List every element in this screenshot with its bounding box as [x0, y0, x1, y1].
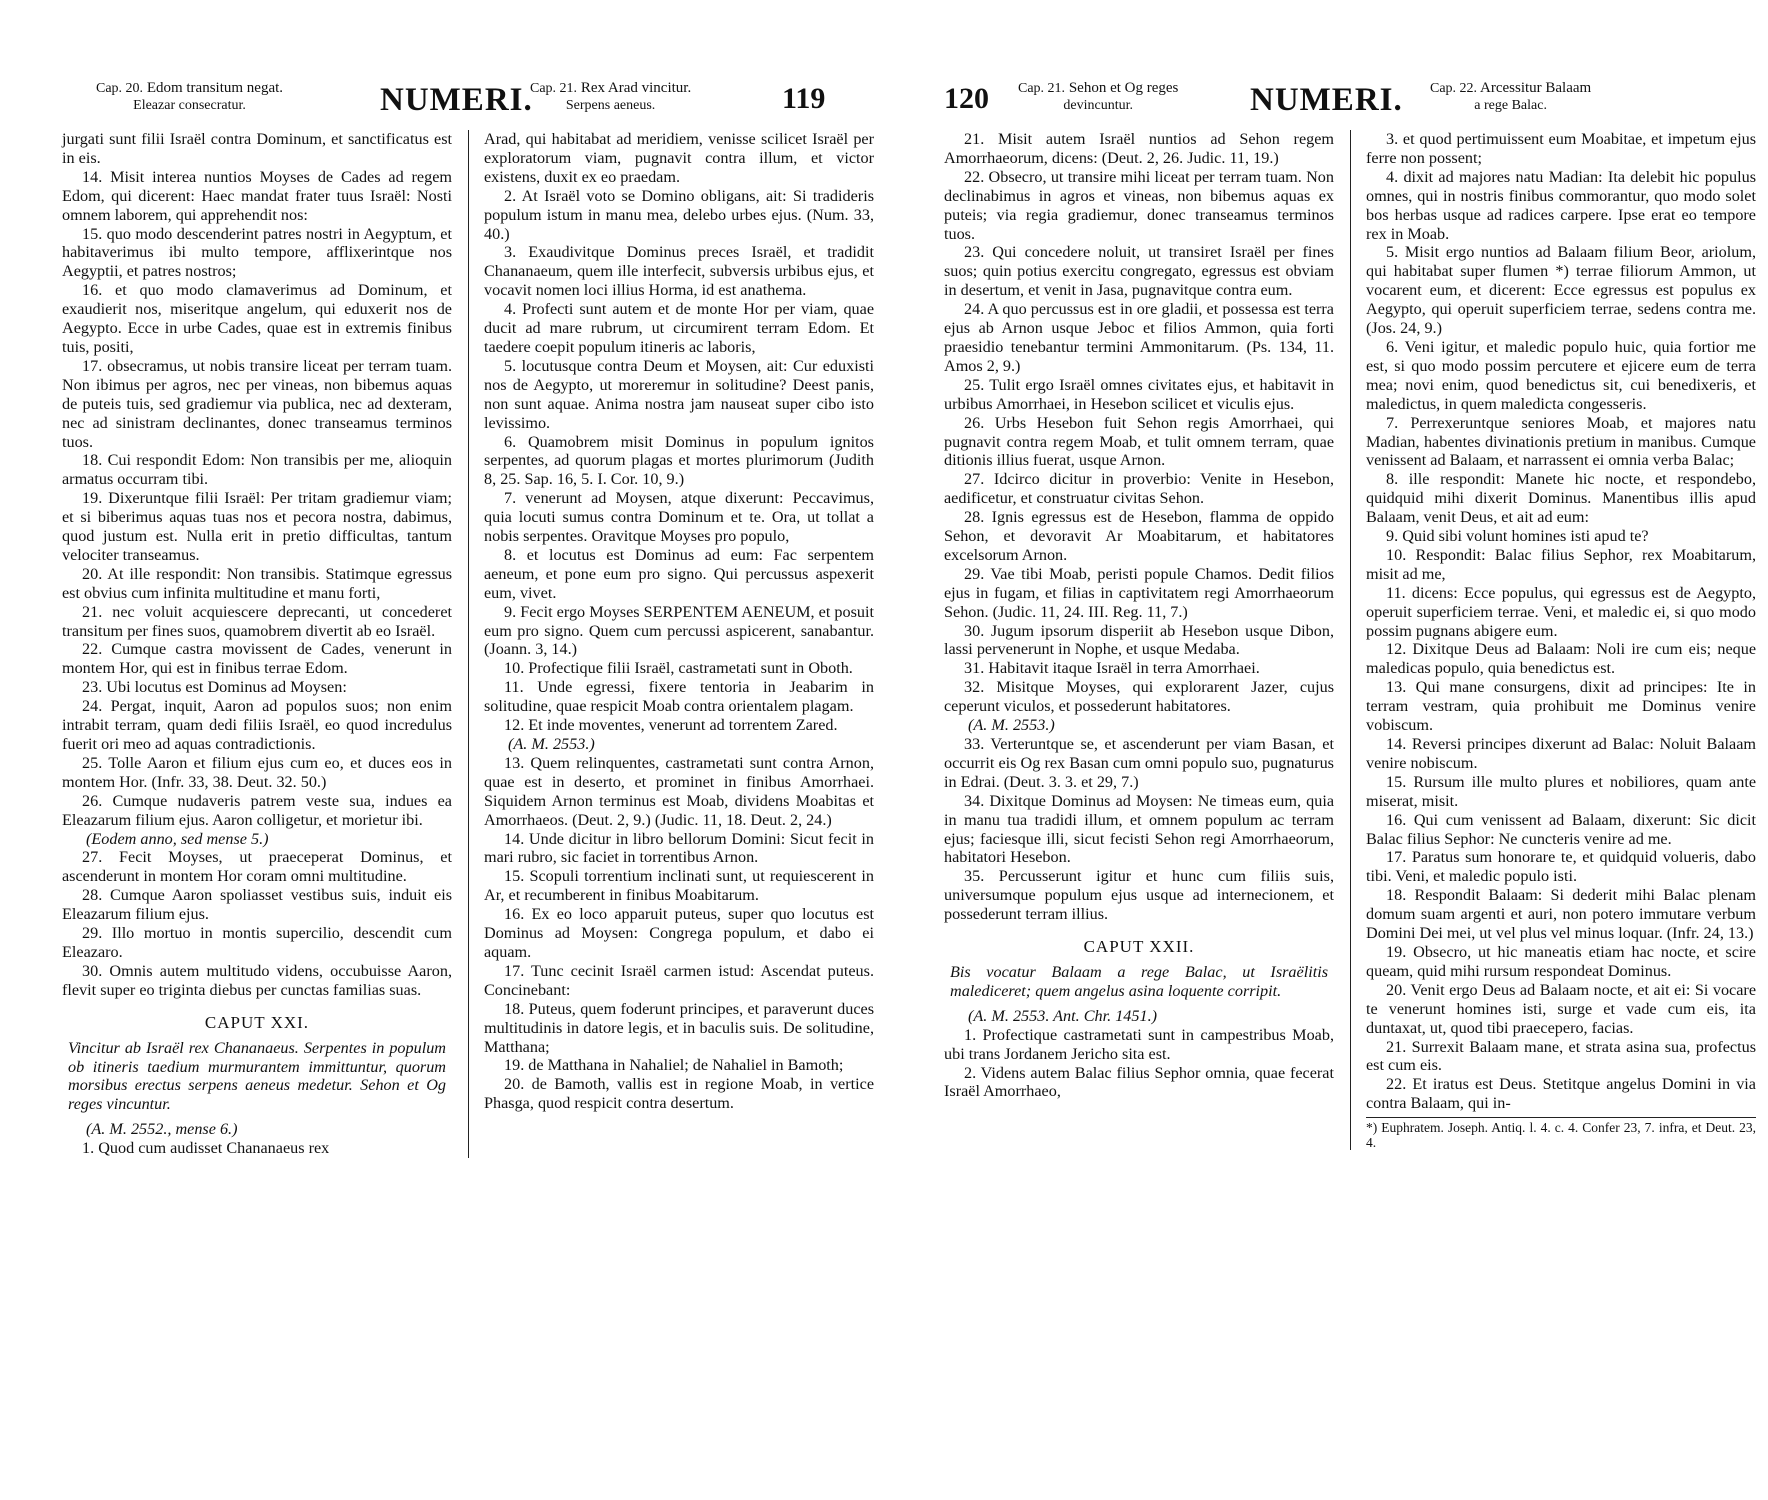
verse: 15. Rursum ille multo plures et nobiliores, quam ante miserat, misit. [1366, 772, 1756, 810]
verse: 24. A quo percussus est in ore gladii, et possessa est terra ejus ab Arnon usque Jeboc et filios Ammon, quia forti praesidio tenebantur termini Ammonitarum. (Ps. 134, 11. Amos 2, 9.) [944, 300, 1334, 375]
verse: 9. Quid sibi volunt homines isti apud te? [1386, 527, 1649, 546]
verse: 29. Vae tibi Moab, peristi popule Chamos. Dedit filios ejus in fugam, et filias in captivitatem regi Amorrhaeorum Sehon. (Judic. 11, 24. III. Reg. 11, 7.) [944, 564, 1334, 621]
chapter-label: Cap. 21. [530, 81, 578, 96]
verse: 20. At ille respondit: Non transibis. Statimque egressus est obvius cum infinita multitudine et manu forti, [62, 564, 452, 602]
verse: 10. Respondit: Balac filius Sephor, rex Moabitarum, misit ad me, [1366, 545, 1756, 583]
verse: 5. locutusque contra Deum et Moysen, ait: Cur eduxisti nos de Aegypto, ut moreremur in solitudine? Deest panis, non sunt aquae. Anima nostra jam nauseat super cibo isto levissimo. [484, 356, 874, 432]
verse: 19. Obsecro, ut hic maneatis etiam hac nocte, et scire queam, quid mihi rursum respondeat Dominus. [1366, 942, 1756, 980]
chapter-heading: CAPUT XXII. [1083, 937, 1195, 957]
column-left [944, 130, 1334, 1150]
header-topic: Rex Arad vincitur. [580, 80, 692, 96]
chronology-note: (A. M. 2553. Ant. Chr. 1451.) [968, 1006, 1158, 1025]
footnote: *) Euphratem. Joseph. Antiq. l. 4. c. 4. Confer 23, 7. infra, et Deut. 23, 4. [1366, 1117, 1756, 1150]
verse: jurgati sunt filii Israël contra Dominum, et sanctificatus est in eis. [62, 130, 452, 167]
verse: 17. Tunc cecinit Israël carmen istud: Ascendat puteus. Concinebant: [484, 961, 874, 999]
verse: 15. Scopuli torrentium inclinati sunt, ut requiescerent in Ar, et recumberent in finibus Moabitarum. [484, 867, 874, 905]
verse: 25. Tulit ergo Israël omnes civitates ejus, et habitavit in urbibus Amorrhaei, in Hesebon scilicet et viculis ejus. [944, 375, 1334, 413]
chronology-note: (A. M. 2552., mense 6.) [86, 1120, 238, 1139]
verse: 28. Cumque Aaron spoliasset vestibus suis, induit eis Eleazarum filium ejus. [62, 886, 452, 924]
verse: 6. Quamobrem misit Dominus in populum ignitos serpentes, ad quorum plagas et mortes plurimorum (Judith 8, 25. Sap. 16, 5. I. Cor. 10, 9.) [484, 432, 874, 489]
header-topic: Arcessitur Balaam [1480, 80, 1592, 96]
verse: 2. At Israël voto se Domino obligans, ait: Si tradideris populum istum in manu mea, delebo urbes ejus. (Num. 33, 40.) [484, 186, 874, 243]
verse: 35. Percusserunt igitur et hunc cum filiis suis, universumque populum ejus usque ad internecionem, et possederunt terram illius. [944, 867, 1334, 924]
verse: 30. Omnis autem multitudo videns, occubuisse Aaron, flevit super eo triginta diebus per cunctas familias suas. [62, 961, 452, 999]
verse: 20. de Bamoth, vallis est in regione Moab, in vertice Phasga, quod respicit contra desertum. [484, 1075, 874, 1113]
verse: 2. Videns autem Balac filius Sephor omnia, quae fecerat Israël Amorrhaeo, [944, 1063, 1334, 1101]
header-left-note [1018, 80, 1178, 114]
verse: 20. Venit ergo Deus ad Balaam nocte, et ait ei: Si vocare te venerunt homines isti, surge et vade cum eis, ita duntaxat, ut, quod tibi praecepero, facias. [1366, 980, 1756, 1037]
verse: 30. Jugum ipsorum disperiit ab Hesebon usque Dibon, lassi pervenerunt in Nophe, et usque Medaba. [944, 621, 1334, 659]
verse: 7. venerunt ad Moysen, atque dixerunt: Peccavimus, quia locuti sumus contra Dominum et te. Ora, ut tollat a nobis serpentes. Oravitque Moyses pro populo, [484, 489, 874, 546]
verse: Arad, qui habitabat ad meridiem, venisse scilicet Israël per exploratorum viam, pugnavit contra illum, et victor existens, duxit ex eo praedam. [484, 130, 874, 186]
verse: 8. et locutus est Dominus ad eum: Fac serpentem aeneum, et pone eum pro signo. Qui percussus aspexerit eum, vivet. [484, 545, 874, 602]
verse: 23. Ubi locutus est Dominus ad Moysen: [82, 678, 347, 697]
verse: 14. Reversi principes dixerunt ad Balac: Noluit Balaam venire nobiscum. [1366, 735, 1756, 772]
header-topic-line2: Eleazar consecratur. [133, 98, 246, 113]
text-columns [944, 130, 1756, 1150]
verse: 15. quo modo descenderint patres nostri in Aegyptum, et habitaverimus ibi multo tempore, afflixerintque nos Aegyptii, et patres nostros; [62, 224, 452, 281]
chapter-summary: Vincitur ab Israël rex Chananaeus. Serpentes in populum ob itineris taedium murmurantem immittuntur, quorum morsibus erectus serpens aeneus medetur. Sehon et Og reges vincuntur. [68, 1038, 446, 1114]
chronology-note: (A. M. 2553.) [508, 735, 595, 753]
verse: 12. Et inde moventes, venerunt ad torrentem Zared. [504, 716, 838, 735]
verse: 16. et quo modo clamaverimus ad Dominum, et exaudierit nos, miseritque angelum, qui eduxerit nos de Aegypto. Ecce in urbe Cades, quae est in extremis finibus tuis, positi, [62, 281, 452, 356]
running-header [944, 78, 1756, 130]
verse: 28. Ignis egressus est de Hesebon, flamma de oppido Sehon, et devoravit Ar Moabitarum, et habitatores excelsorum Arnon. [944, 508, 1334, 564]
verse: 32. Misitque Moyses, qui explorarent Jazer, cujus ceperunt viculos, et possederunt habitatores. [944, 678, 1334, 716]
header-topic: Edom transitum negat. [146, 80, 284, 96]
verse: 10. Profectique filii Israël, castrametati sunt in Oboth. [504, 659, 853, 678]
verse: 34. Dixitque Dominus ad Moysen: Ne timeas eum, quia in manu tua tradidi illum, et omnem populum ac terram ejus; faciesque illi, sicut fecisti Sehon regi Amorrhaeorum, habitatori Hesebon. [944, 791, 1334, 867]
verse: 22. Cumque castra movissent de Cades, venerunt in montem Hor, qui est in finibus terrae Edom. [62, 640, 452, 678]
verse: 8. ille respondit: Manete hic nocte, et respondebo, quidquid mihi dixerit Dominus. Manentibus illis apud Balaam, venit Deus, et ait ad eum: [1366, 470, 1756, 527]
header-topic-line2: Serpens aeneus. [565, 98, 656, 113]
column-divider [468, 130, 469, 1158]
verse: 21. Surrexit Balaam mane, et strata asina sua, profectus est cum eis. [1366, 1037, 1756, 1075]
chapter-heading: CAPUT XXI. [204, 1012, 310, 1032]
verse: 11. Unde egressi, fixere tentoria in Jeabarim in solitudine, quae respicit Moab contra orientalem plagam. [484, 678, 874, 716]
page-number: 120 [944, 82, 989, 115]
verse: 25. Tolle Aaron et filium ejus cum eo, et duces eos in montem Hor. (Infr. 33, 38. Deut. 32. 50.) [62, 753, 452, 791]
verse: 19. de Matthana in Nahaliel; de Nahaliel in Bamoth; [504, 1056, 844, 1075]
right-page [944, 78, 1756, 1150]
verse: 16. Qui cum venissent ad Balaam, dixerunt: Sic dicit Balac filius Sephor: Ne cuncteris venire ad me. [1366, 810, 1756, 848]
header-left-note [96, 80, 283, 114]
verse: 27. Idcirco dicitur in proverbio: Venite in Hesebon, aedificetur, et construatur civitas Sehon. [944, 470, 1334, 508]
verse: 26. Cumque nudaveris patrem veste sua, indues ea Eleazarum filium ejus. Aaron colligetur, et morietur ibi. [62, 791, 452, 829]
verse: 4. Profecti sunt autem et de monte Hor per viam, quae ducit ad mare rubrum, ut circumirent terram Edom. Et taedere coepit populum itineris ac laboris, [484, 300, 874, 356]
chronology-note: (A. M. 2553.) [968, 716, 1055, 735]
verse: 14. Misit interea nuntios Moyses de Cades ad regem Edom, qui dicerent: Haec mandat frater tuus Israël: Nosti omnem laborem, qui apprehendit nos: [62, 167, 452, 224]
running-header [62, 78, 874, 130]
verse: 33. Verteruntque se, et ascenderunt per viam Basan, et occurrit eis Og rex Basan cum omni populo suo, pugnaturus in Edrai. (Deut. 3. 3. et 29, 7.) [944, 735, 1334, 791]
verse: 18. Puteus, quem foderunt principes, et paraverunt duces multitudinis in datore legis, et in baculis suis. De solitudine, Matthana; [484, 999, 874, 1056]
chapter-summary: Bis vocatur Balaam a rege Balac, ut Israëlitis malediceret; quem angelus asina loquente corripit. [950, 962, 1328, 1000]
header-topic: Sehon et Og reges [1068, 80, 1179, 96]
verse: 17. obsecramus, ut nobis transire liceat per terram tuam. Non ibimus per agros, nec per vineas, non bibemus aquas de puteis tuis, sed gradiemur via publica, nec ad dexteram, nec ad sinistram declinantes, donec transeamus terminos tuos. [62, 356, 452, 451]
verse: 3. Exaudivitque Dominus preces Israël, et tradidit Chananaeum, quem ille interfecit, subversis urbibus ejus, et vocavit nomen loci illius Horma, id est anathema. [484, 243, 874, 300]
verse: 18. Respondit Balaam: Si dederit mihi Balac plenam domum suam argenti et auri, non potero immutare verbum Domini Dei mei, ut vel plus vel minus loquar. (Infr. 24, 13.) [1366, 886, 1756, 943]
verse: 21. Misit autem Israël nuntios ad Sehon regem Amorrhaeorum, dicens: (Deut. 2, 26. Judic. 11, 19.) [944, 130, 1334, 167]
verse: 13. Quem relinquentes, castrametati sunt contra Arnon, quae est in deserto, et prominet in finibus Amorrhaei. Siquidem Arnon terminus est Moab, dividens Moabitas et Amorrhaeos. (Deut. 2, 9.) (Judic. 11, 18. Deut. 2, 24.) [484, 753, 874, 829]
verse: 6. Veni igitur, et maledic populo huic, quia fortior me est, si quo modo possim percutere et ejicere eum de terra mea; novi enim, quod benedictus sit, cui benedixeris, et maledictus, in quem maledicta congesseris. [1366, 337, 1756, 413]
verse: 17. Paratus sum honorare te, et quidquid volueris, dabo tibi. Veni, et maledic populo isti. [1366, 848, 1756, 886]
verse: 27. Fecit Moyses, ut praeceperat Dominus, et ascenderunt in montem Hor coram omni multitudine. [62, 848, 452, 886]
verse: 11. dicens: Ecce populus, qui egressus est de Aegypto, operuit superficiem terrae. Veni, et maledic ei, si quo modo possim pugnans abigere eum. [1366, 583, 1756, 640]
verse: 16. Ex eo loco apparuit puteus, super quo locutus est Dominus ad Moysen: Congrega populum, et dabo ei aquam. [484, 905, 874, 961]
header-topic-line2: devincuntur. [1063, 98, 1133, 113]
verse: 5. Misit ergo nuntios ad Balaam filium Beor, ariolum, qui habitabat super flumen *) terrae filiorum Ammon, ut vocarent eum, et dicerent: Ecce egressus est populus ex Aegypto, qui operuit superficiem terrae, sedens contra me. (Jos. 24, 9.) [1366, 243, 1756, 338]
page-number: 119 [782, 82, 826, 115]
verse: 13. Qui mane consurgens, dixit ad principes: Ite in terram vestram, quia prohibuit me Dominus venire vobiscum. [1366, 678, 1756, 735]
book-title: NUMERI. [380, 82, 533, 118]
column-right [484, 130, 874, 1158]
verse: 4. dixit ad majores natu Madian: Ita delebit hic populus omnes, qui in nostris finibus commorantur, quo modo solet bos herbas usque ad radices carpere. Ipse erat eo tempore rex in Moab. [1366, 167, 1756, 243]
verse: 31. Habitavit itaque Israël in terra Amorrhaei. [964, 659, 1260, 678]
chapter-label: Cap. 21. [1018, 81, 1066, 96]
verse: 1. Quod cum audisset Chananaeus rex [82, 1139, 330, 1158]
verse: 1. Profectique castrametati sunt in campestribus Moab, ubi trans Jordanem Jericho sita est. [944, 1025, 1334, 1063]
verse: 22. Obsecro, ut transire mihi liceat per terram tuam. Non declinabimus in agros et vineas, non bibemus aquas ex puteis; via regia gradiemur, donec transeamus terminos tuos. [944, 167, 1334, 243]
header-right-note [530, 80, 691, 114]
verse: 19. Dixeruntque filii Israël: Per tritam gradiemur viam; et si biberimus aquas tuas nos et pecora nostra, dabimus, quod justum est. Nulla erit in pretio difficultas, tantum velociter transeamus. [62, 489, 452, 564]
verse: 7. Perrexeruntque seniores Moab, et majores natu Madian, habentes divinationis pretium in manibus. Cumque venissent ad Balaam, et narrassent ei omnia verba Balac; [1366, 413, 1756, 470]
verse: 3. et quod pertimuissent eum Moabitae, et impetum ejus ferre non possent; [1366, 130, 1756, 167]
verse: 9. Fecit ergo Moyses SERPENTEM AENEUM, et posuit eum pro signo. Quem cum percussi aspicerent, sanabantur. (Joann. 3, 14.) [484, 602, 874, 659]
verse: 18. Cui respondit Edom: Non transibis per me, alioquin armatus occurram tibi. [62, 451, 452, 489]
verse: 23. Qui concedere noluit, ut transiret Israël per fines suos; quin potius exercitu congregato, egressus est obviam in desertum, et venit in Jasa, pugnavitque contra eum. [944, 243, 1334, 300]
column-divider [1350, 130, 1351, 1150]
column-right [1366, 130, 1756, 1150]
verse: 21. nec voluit acquiescere deprecanti, ut concederet transitum per fines suos, quamobrem divertit ab eo Israël. [62, 602, 452, 640]
text-columns [62, 130, 874, 1158]
header-right-note [1430, 80, 1591, 114]
verse: 12. Dixitque Deus ad Balaam: Noli ire cum eis; neque maledicas populo, quia benedictus est. [1366, 640, 1756, 678]
column-left [62, 130, 452, 1158]
left-page [62, 78, 874, 1158]
verse: 22. Et iratus est Deus. Stetitque angelus Domini in via contra Balaam, qui in- [1366, 1075, 1756, 1113]
verse: 14. Unde dicitur in libro bellorum Domini: Sicut fecit in mari rubro, sic faciet in torrentibus Arnon. [484, 829, 874, 867]
verse: 24. Pergat, inquit, Aaron ad populos suos; non enim intrabit terram, quam dedi filiis Israël, eo quod incredulus fuerit ori meo ad aquas contradictionis. [62, 697, 452, 753]
book-title: NUMERI. [1250, 82, 1403, 118]
chapter-label: Cap. 20. [96, 81, 144, 96]
verse: 26. Urbs Hesebon fuit Sehon regis Amorrhaei, qui pugnavit contra regem Moab, et tulit omnem terram, quae ditionis illius fuerat, usque Arnon. [944, 413, 1334, 470]
chapter-label: Cap. 22. [1430, 81, 1478, 96]
chronology-note: (Eodem anno, sed mense 5.) [86, 829, 269, 848]
verse: 29. Illo mortuo in montis supercilio, descendit cum Eleazaro. [62, 924, 452, 961]
header-topic-line2: a rege Balac. [1474, 98, 1547, 113]
